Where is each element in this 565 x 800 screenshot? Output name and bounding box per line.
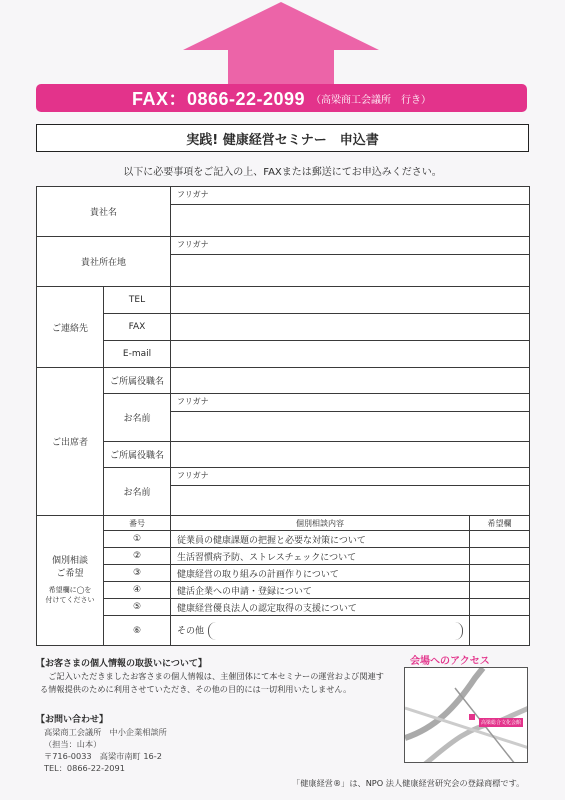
consult-item-number: ② bbox=[104, 548, 171, 565]
form-title: 実践! 健康経営セミナー 申込書 bbox=[36, 124, 529, 152]
email-label: E-mail bbox=[104, 341, 171, 368]
consult-item-text: 健康経営優良法人の認定取得の支援について bbox=[171, 599, 470, 616]
consult-item-number: ⑥ bbox=[104, 616, 171, 646]
fax-label: FAX bbox=[104, 314, 171, 341]
company-name-furigana-field[interactable] bbox=[171, 187, 530, 205]
tel-label: TEL bbox=[104, 287, 171, 314]
consult-item-2-wish[interactable] bbox=[470, 548, 530, 565]
company-address-field[interactable] bbox=[171, 255, 530, 287]
consult-label: 個別相談 ご希望 bbox=[51, 556, 88, 579]
consult-item-text: 生活習慣病予防、ストレスチェックについて bbox=[171, 548, 470, 565]
fax-banner bbox=[36, 84, 527, 112]
furigana-label: フリガナ bbox=[177, 471, 209, 480]
attendee1-name-label: お名前 bbox=[104, 394, 171, 442]
attendee1-dept-field[interactable] bbox=[171, 368, 530, 394]
consult-other-cell bbox=[171, 616, 470, 646]
consult-label-cell bbox=[37, 516, 104, 646]
attendee1-furigana-field[interactable] bbox=[171, 394, 530, 412]
attendee-label: ご出席者 bbox=[37, 368, 104, 516]
contact-line: TEL：0866-22-2091 bbox=[44, 762, 125, 773]
other-input-box[interactable] bbox=[208, 622, 463, 640]
contact-line: 高梁商工会議所 中小企業相談所 bbox=[44, 727, 167, 737]
col-content-header: 個別相談内容 bbox=[171, 516, 470, 531]
contact-info bbox=[44, 727, 167, 775]
attendee2-dept-field[interactable] bbox=[171, 442, 530, 468]
consult-item-number: ④ bbox=[104, 582, 171, 599]
fax-destination: （高梁商工会議所 行き） bbox=[311, 94, 432, 106]
up-arrow-shaft bbox=[228, 42, 334, 86]
tel-field[interactable] bbox=[171, 287, 530, 314]
consult-item-1-wish[interactable] bbox=[470, 531, 530, 548]
contact-line: （担当：山本） bbox=[44, 738, 102, 749]
consult-item-text: 健活企業への申請・登録について bbox=[171, 582, 470, 599]
venue-label: 高梁総合文化会館 bbox=[481, 720, 522, 726]
access-map bbox=[404, 667, 528, 763]
consult-item-6-wish[interactable] bbox=[470, 616, 530, 646]
consult-item-5-wish[interactable] bbox=[470, 599, 530, 616]
consult-item-text: 従業員の健康課題の把握と必要な対策について bbox=[171, 531, 470, 548]
consult-item-text: 健康経営の取り組みの計画作りについて bbox=[171, 565, 470, 582]
privacy-body: ご記入いただきましたお客さまの個人情報は、主催団体にて本セミナーの運営および関連する情報提供のために利用させていただき、その他の目的には一切利用いたしません。 bbox=[40, 671, 384, 695]
contact-line: 〒716-0033 高梁市南町 16-2 bbox=[44, 750, 162, 761]
consult-item-4-wish[interactable] bbox=[470, 582, 530, 599]
access-title: 会場へのアクセス bbox=[410, 656, 490, 667]
consult-item-number: ⑤ bbox=[104, 599, 171, 616]
map-illustration bbox=[405, 668, 528, 763]
email-field[interactable] bbox=[171, 341, 530, 368]
attendee1-name-field[interactable] bbox=[171, 412, 530, 442]
attendee2-name-label: お名前 bbox=[104, 468, 171, 516]
trademark-note: 「健康経営®」は、NPO 法人健康経営研究会の登録商標です。 bbox=[292, 778, 525, 788]
instruction-text: 以下に必要事項をご記入の上、FAXまたは郵送にてお申込みください。 bbox=[123, 167, 442, 178]
venue-marker-icon bbox=[469, 714, 475, 720]
consult-item-3-wish[interactable] bbox=[470, 565, 530, 582]
attendee1-dept-label: ご所属役職名 bbox=[104, 368, 171, 394]
attendee2-name-field[interactable] bbox=[171, 486, 530, 516]
company-name-field[interactable] bbox=[171, 205, 530, 237]
furigana-label: フリガナ bbox=[177, 397, 209, 406]
company-name-label: 貴社名 bbox=[37, 187, 171, 237]
furigana-label: フリガナ bbox=[177, 190, 209, 199]
attendee2-dept-label: ご所属役職名 bbox=[104, 442, 171, 468]
consult-item-number: ① bbox=[104, 531, 171, 548]
application-form bbox=[36, 186, 530, 646]
col-number-header: 番号 bbox=[104, 516, 171, 531]
col-wish-header: 希望欄 bbox=[470, 516, 530, 531]
privacy-title: 【お客さまの個人情報の取扱いについて】 bbox=[36, 659, 207, 669]
consult-note: 希望欄に◯を 付けてください bbox=[45, 586, 95, 605]
consult-item-text: その他 bbox=[177, 626, 205, 636]
contact-title: 【お問い合わせ】 bbox=[36, 715, 109, 725]
fax-number: FAX：0866-22-2099 bbox=[131, 89, 306, 109]
attendee2-furigana-field[interactable] bbox=[171, 468, 530, 486]
fax-field[interactable] bbox=[171, 314, 530, 341]
furigana-label: フリガナ bbox=[177, 240, 209, 249]
consult-item-number: ③ bbox=[104, 565, 171, 582]
company-address-label: 貴社所在地 bbox=[37, 237, 171, 287]
contact-label: ご連絡先 bbox=[37, 287, 104, 368]
company-address-furigana-field[interactable] bbox=[171, 237, 530, 255]
